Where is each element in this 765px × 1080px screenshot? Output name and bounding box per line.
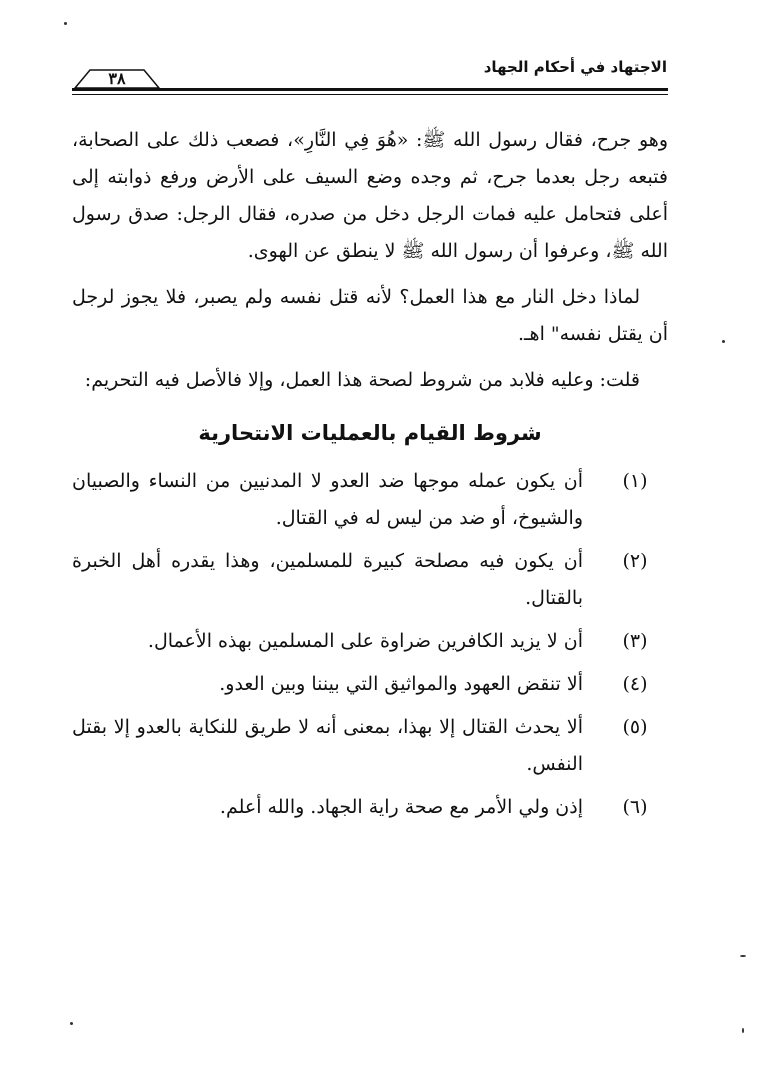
scan-speck	[740, 955, 746, 957]
condition-text: إذن ولي الأمر مع صحة راية الجهاد. والله أعلم.	[219, 796, 583, 818]
condition-text: ألا تنقض العهود والمواثيق التي بيننا وبين العدو.	[219, 673, 583, 695]
scan-speck	[722, 340, 725, 343]
section-heading: شروط القيام بالعمليات الانتحارية	[198, 421, 542, 445]
condition-item	[72, 789, 668, 826]
running-title: الاجتهاد في أحكام الجهاد	[483, 58, 667, 76]
condition-item	[72, 666, 668, 703]
condition-text: أن لا يزيد الكافرين ضراوة على المسلمين بهذه الأعمال.	[147, 630, 583, 652]
condition-item	[72, 623, 668, 660]
condition-item	[72, 463, 668, 537]
condition-text: أن يكون فيه مصلحة كبيرة للمسلمين، وهذا يقدره أهل الخبرة بالقتال.	[72, 550, 583, 609]
condition-number: (١)	[622, 470, 648, 492]
scan-speck	[64, 22, 67, 25]
paragraph: لماذا دخل النار مع هذا العمل؟ لأنه قتل نفسه ولم يصبر، فلا يجوز لرجل أن يقتل نفسه" اهـ.	[72, 286, 668, 345]
condition-number: (٤)	[622, 673, 648, 695]
scan-speck	[742, 1028, 744, 1033]
scan-speck	[70, 1022, 73, 1025]
condition-text: أن يكون عمله موجها ضد العدو لا المدنيين من النساء والصبيان والشيوخ، أو ضد من ليس له في القتال.	[72, 470, 583, 529]
paragraph: وهو جرح، فقال رسول الله ﷺ: «هُوَ فِي النَّارِ»، فصعب ذلك على الصحابة، فتبعه رجل بعدما جرح، ثم وجده وضع السيف على الأرض ورفع ذوابته إلى أعلى فتحامل عليه فمات الرجل دخل من صدره، فقال الرجل: صدق رسول الله ﷺ، وعرفوا أن رسول الله ﷺ لا ينطق عن الهوى.	[72, 129, 668, 262]
condition-number: (٢)	[622, 550, 648, 572]
paragraph: قلت: وعليه فلابد من شروط لصحة هذا العمل، وإلا فالأصل فيه التحريم:	[84, 369, 640, 391]
condition-text: ألا يحدث القتال إلا بهذا، بمعنى أنه لا طريق للنكاية بالعدو إلا بقتل النفس.	[72, 716, 583, 775]
condition-item	[72, 543, 668, 617]
condition-item	[72, 709, 668, 783]
condition-number: (٥)	[622, 716, 648, 738]
condition-number: (٣)	[622, 630, 648, 652]
header-rule-thin	[72, 94, 668, 95]
condition-number: (٦)	[622, 796, 648, 818]
page-body	[72, 122, 668, 832]
page-number: ٣٨	[108, 69, 126, 88]
header-rule-thick	[72, 88, 668, 91]
